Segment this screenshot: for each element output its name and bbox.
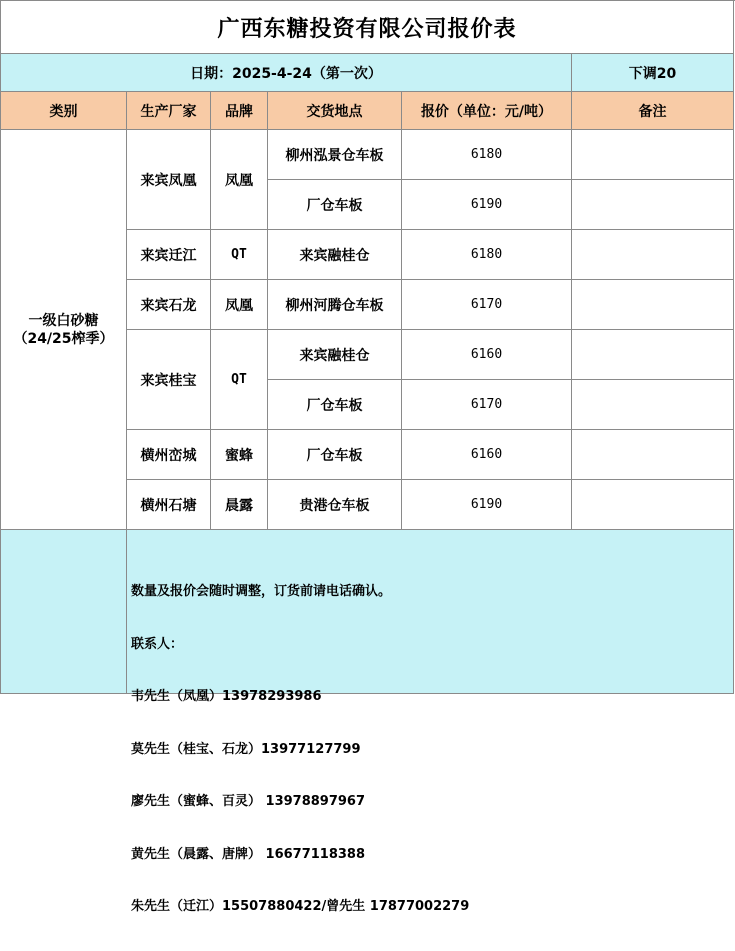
contact-line: 廖先生（蜜蜂、百灵） 13978897967: [131, 794, 366, 809]
contact-line: 莫先生（桂宝、石龙）13977127799: [131, 741, 361, 757]
notes-left-cell: [1, 530, 127, 694]
delivery-cell: 厂仓车板: [268, 180, 402, 230]
delivery-cell: 贵港仓车板: [268, 480, 402, 530]
brand-cell: 凤凰: [211, 130, 268, 230]
manufacturer-cell: 横州石塘: [127, 480, 211, 530]
delivery-cell: 厂仓车板: [268, 430, 402, 480]
header-price: 报价（单位：元/吨）: [402, 92, 572, 130]
manufacturer-cell: 横州峦城: [127, 430, 211, 480]
price-cell: 6160: [402, 330, 572, 380]
category-season: （24/25榨季）: [13, 330, 114, 347]
price-cell: 6180: [402, 130, 572, 180]
brand-cell: QT: [211, 230, 268, 280]
notes-contact-label: 联系人：: [131, 636, 184, 652]
price-cell: 6170: [402, 280, 572, 330]
remark-cell: [572, 180, 734, 230]
brand-cell: 凤凰: [211, 280, 268, 330]
notes-text: [131, 548, 469, 951]
manufacturer-cell: 来宾石龙: [127, 280, 211, 330]
header-manufacturer: 生产厂家: [127, 92, 211, 130]
category-cell: [1, 130, 127, 530]
price-adjustment: 下调20: [572, 54, 734, 92]
remark-cell: [572, 380, 734, 430]
delivery-cell: 来宾融桂仓: [268, 230, 402, 280]
remark-cell: [572, 430, 734, 480]
contact-line: 韦先生（凤凰）13978293986: [131, 689, 322, 704]
manufacturer-cell: 来宾迁江: [127, 230, 211, 280]
remark-cell: [572, 230, 734, 280]
contact-line: 朱先生（迁江）15507880422/曾先生 17877002279: [131, 899, 470, 914]
delivery-cell: 柳州泓景仓车板: [268, 130, 402, 180]
remark-cell: [572, 130, 734, 180]
price-cell: 6170: [402, 380, 572, 430]
remark-cell: [572, 330, 734, 380]
brand-cell: 晨露: [211, 480, 268, 530]
contact-line: 黄先生（晨露、唐牌） 16677118388: [131, 846, 366, 862]
delivery-cell: 来宾融桂仓: [268, 330, 402, 380]
manufacturer-cell: 来宾桂宝: [127, 330, 211, 430]
remark-cell: [572, 480, 734, 530]
header-delivery: 交货地点: [268, 92, 402, 130]
price-cell: 6160: [402, 430, 572, 480]
sheet-title: 广西东糖投资有限公司报价表: [1, 1, 734, 54]
price-cell: 6190: [402, 480, 572, 530]
header-remark: 备注: [572, 92, 734, 130]
header-brand: 品牌: [211, 92, 268, 130]
price-cell: 6180: [402, 230, 572, 280]
remark-cell: [572, 280, 734, 330]
delivery-cell: 柳州河腾仓车板: [268, 280, 402, 330]
price-cell: 6190: [402, 180, 572, 230]
notes-disclaimer: 数量及报价会随时调整，订货前请电话确认。: [131, 584, 392, 599]
header-category: 类别: [1, 92, 127, 130]
manufacturer-cell: 来宾凤凰: [127, 130, 211, 230]
category-name: 一级白砂糖: [28, 312, 99, 329]
delivery-cell: 厂仓车板: [268, 380, 402, 430]
brand-cell: QT: [211, 330, 268, 430]
date-line: 日期：2025-4-24（第一次）: [1, 54, 572, 92]
brand-cell: 蜜蜂: [211, 430, 268, 480]
